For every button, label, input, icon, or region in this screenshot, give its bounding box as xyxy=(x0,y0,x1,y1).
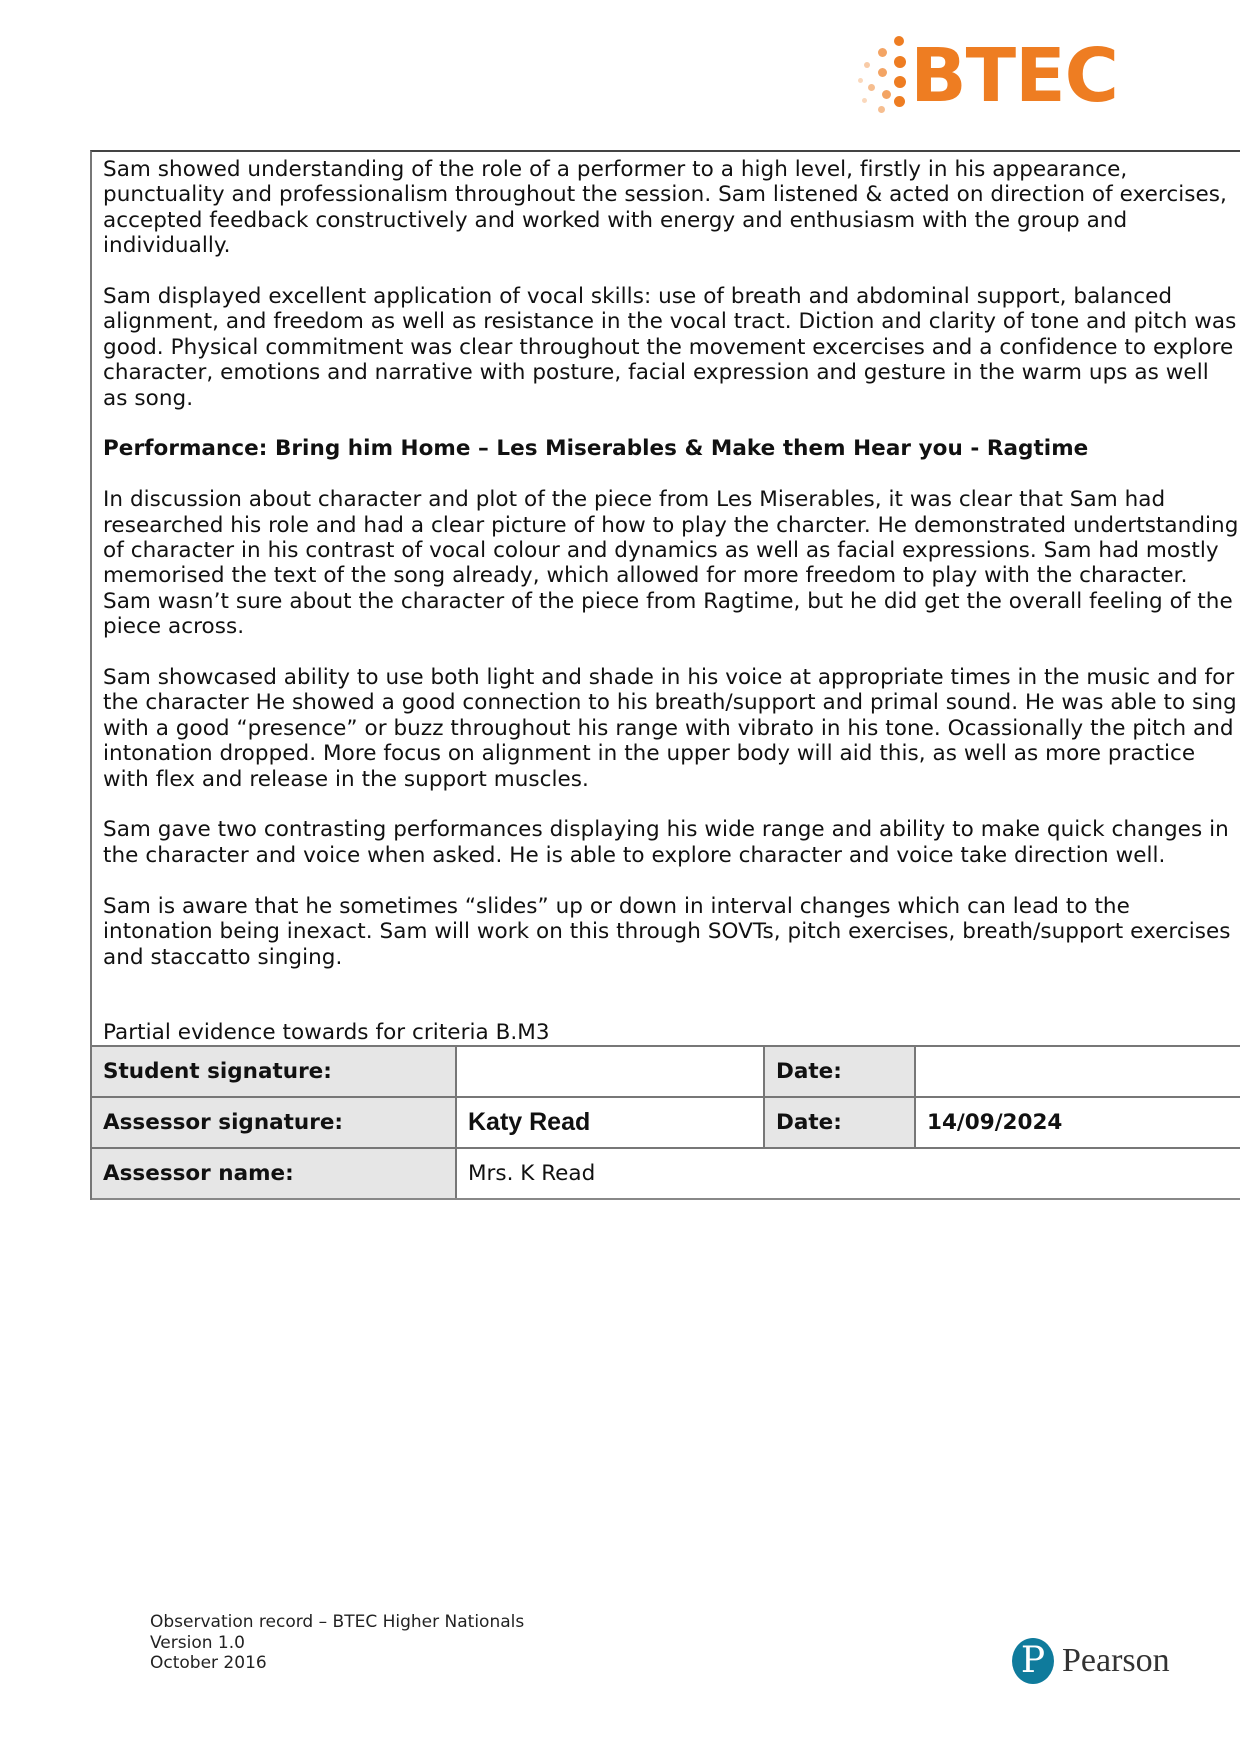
student-signature-field[interactable] xyxy=(456,1046,764,1097)
student-date-label: Date: xyxy=(764,1046,915,1097)
footer-date: October 2016 xyxy=(150,1653,267,1673)
assessor-date-field[interactable]: 14/09/2024 xyxy=(915,1097,1240,1148)
performance-heading: Performance: Bring him Home – Les Miserables & Make them Hear you - Ragtime xyxy=(103,436,1089,462)
observation-paragraph: Sam displayed excellent application of vocal skills: use of breath and abdominal support, balanced alignment, and freedom as well as resistance in the vocal tract. Diction and clarity of tone and pitch was good. Physical commitment was clear throughout the movement excercises and a confidence to explore character, emotions and narrative with posture, facial expression and gesture in the warm ups as well as song. xyxy=(103,284,1237,411)
pearson-p-icon: P xyxy=(1012,1638,1054,1684)
btec-dots-icon xyxy=(858,34,908,118)
criteria-note: Partial evidence towards for criteria B.M3 xyxy=(103,1019,550,1045)
observation-record-box xyxy=(90,150,1240,1200)
footer xyxy=(150,1612,524,1674)
observation-paragraph: Sam showed understanding of the role of a performer to a high level, firstly in his appearance, punctuality and professionalism throughout the session. Sam listened & acted on direction of exercises, accepted feedback constructively and worked with energy and enthusiasm with the group and individually. xyxy=(103,157,1227,259)
footer-document-title: Observation record – BTEC Higher Nationals xyxy=(150,1612,525,1632)
student-signature-label: Student signature: xyxy=(92,1046,456,1097)
assessor-name-label: Assessor name: xyxy=(92,1148,456,1199)
assessor-name-field[interactable]: Mrs. K Read xyxy=(456,1148,1240,1199)
student-date-field[interactable] xyxy=(915,1046,1240,1097)
observation-paragraph: Sam gave two contrasting performances displaying his wide range and ability to make quick changes in the character and voice when asked. He is able to explore character and voice take direction well. xyxy=(103,817,1229,868)
assessor-date-label: Date: xyxy=(764,1097,915,1148)
observation-paragraph: In discussion about character and plot of the piece from Les Miserables, it was clear that Sam had researched his role and had a clear picture of how to play the charcter. He demonstrated undertstanding of character in his contrast of vocal colour and dynamics as well as facial expressions. Sam had mostly memorised the text of the song already, which allowed for more freedom to play with the character. Sam wasn’t sure about the character of the piece from Ragtime, but he did get the overall feeling of the piece across. xyxy=(103,487,1239,640)
observation-paragraph: Sam showcased ability to use both light and shade in his voice at appropriate times in the music and for the character He showed a good connection to his breath/support and primal sound. He was able to sing with a good “presence” or buzz throughout his range with vibrato in his tone. Ocassionally the pitch and intonation dropped. More focus on alignment in the upper body will aid this, as well as more practice with flex and release in the support muscles. xyxy=(103,665,1237,792)
btec-logo xyxy=(858,34,1118,118)
pearson-logo xyxy=(1012,1638,1170,1684)
footer-version: Version 1.0 xyxy=(150,1632,245,1653)
pearson-logo-text: Pearson xyxy=(1062,1642,1170,1679)
student-signature-row xyxy=(92,1046,1240,1097)
signature-table xyxy=(92,1045,1240,1200)
assessor-signature-row xyxy=(92,1097,1240,1148)
btec-logo-text: BTEC xyxy=(910,33,1118,119)
assessor-signature-label: Assessor signature: xyxy=(92,1097,456,1148)
observation-text xyxy=(92,152,1240,1045)
assessor-name-row xyxy=(92,1148,1240,1199)
assessor-signature-field[interactable]: Katy Read xyxy=(456,1097,764,1148)
observation-paragraph: Sam is aware that he sometimes “slides” up or down in interval changes which can lead to the intonation being inexact. Sam will work on this through SOVTs, pitch exercises, breath/support exercises and staccatto singing. xyxy=(103,893,1231,970)
